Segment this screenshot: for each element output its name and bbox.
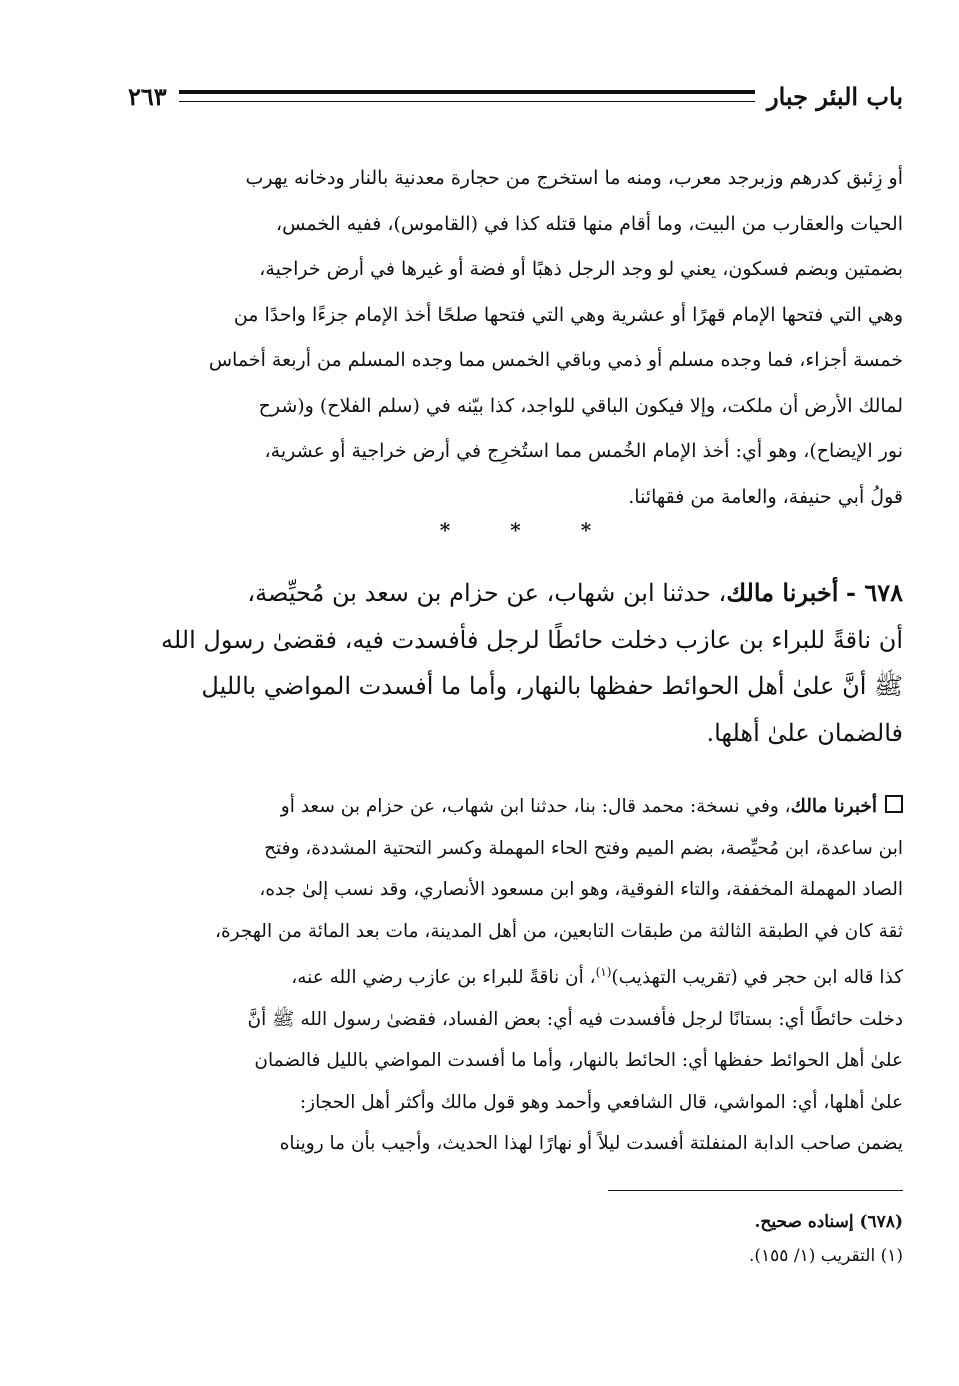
text-line [128, 952, 903, 999]
page-header [128, 74, 903, 118]
text-line [128, 786, 903, 828]
text-line: يضمن صاحب الدابة المنفلتة أفسدت ليلاً أو نهارًا لهذا الحديث، وأجيب بأن ما رويناه [279, 1133, 903, 1155]
commentary-segment: كذا قاله ابن حجر في (تقريب التهذيب) [611, 967, 903, 989]
text-line [128, 570, 903, 617]
hadith-lead: أخبرنا مالك [726, 578, 839, 607]
hadith-line-rest: ، حدثنا ابن شهاب، عن حزام بن سعد بن مُحيِّصة، [247, 579, 727, 607]
text-line: قولُ أبي حنيفة، والعامة من فقهائنا. [628, 485, 903, 508]
hadith-text [128, 570, 903, 756]
chapter-title: باب البئر جبار [767, 81, 903, 111]
text-line: الحيات والعقارب من البيت، وما أقام منها قتله كذا في (القاموس)، ففيه الخمس، [276, 212, 903, 235]
text-line: علىٰ أهلها، أي: المواشي، قال الشافعي وأحمد وهو قول مالك وأكثر أهل الحجاز: [299, 1091, 903, 1113]
hadith-number: ٦٧٨ - [846, 578, 903, 607]
text-line: أو زِئبق كدرهم وزبرجد معرب، ومنه ما استخرج من حجارة معدنية بالنار ودخانه يهرب [245, 167, 903, 189]
section-separator [128, 518, 903, 542]
intro-paragraph [128, 156, 903, 520]
footnotes [500, 1205, 903, 1273]
header-rule [179, 90, 755, 102]
commentary-lead: أخبرنا مالك [790, 796, 877, 817]
commentary-text [128, 786, 903, 1165]
text-line: دخلت حائطًا أي: بستانًا لرجل فأفسدت فيه أي: بعض الفساد، فقضىٰ رسول الله ﷺ أنَّ [247, 1008, 903, 1030]
text-line: بضمتين وبضم فسكون، يعني لو وجد الرجل ذهبًا أو فضة أو غيرها في أرض خراجية، [259, 258, 903, 280]
text-line: خمسة أجزاء، فما وجده مسلم أو ذمي وباقي الخمس مما وجده المسلم من أربعة أخماس [208, 349, 903, 371]
page-number: ٢٦٣ [128, 81, 167, 111]
footnote-reference: (١) [595, 965, 612, 979]
text-line: الصاد المهملة المخففة، والتاء الفوقية، وهو ابن مسعود الأنصاري، وقد نسب إلىٰ جده، [259, 879, 903, 900]
text-line: نور الإيضاح)، وهو أي: أخذ الإمام الخُمس مما استُخرِج في أرض خراجية أو عشرية، [264, 440, 903, 462]
commentary-segment: ، أن ناقةً للبراء بن عازب رضي الله عنه، [291, 967, 596, 989]
separator-star: * [439, 518, 451, 542]
text-line: ثقة كان في الطبقة الثالثة من طبقات التابعين، من أهل المدينة، مات بعد المائة من الهجرة، [214, 920, 903, 942]
text-line: ابن ساعدة، ابن مُحيِّصة، بضم الميم وفتح الحاء المهملة وكسر التحتية المشددة، وفتح [264, 837, 903, 859]
text-line: ﷺ أنَّ علىٰ أهل الحوائط حفظها بالنهار، وأما ما أفسدت المواضي بالليل [201, 672, 903, 700]
text-line: علىٰ أهل الحوائط حفظها أي: الحائط بالنهار، وأما ما أفسدت المواضي بالليل فالضمان [254, 1050, 903, 1072]
text-line: وهي التي فتحها الإمام قهرًا أو عشرية وهي التي فتحها صلحًا أخذ الإمام جزءًا واحدًا من [233, 303, 903, 326]
commentary-square-icon [885, 795, 903, 813]
footnote-item: (٦٧٨) إسناده صحيح. [754, 1212, 903, 1232]
text-line: فالضمان علىٰ أهلها. [706, 718, 903, 747]
text-line: لمالك الأرض أن ملكت، وإلا فيكون الباقي للواجد، كذا بيّنه في (سلم الفلاح) و(شرح [258, 394, 903, 417]
text-line: أن ناقةً للبراء بن عازب دخلت حائطًا لرجل فأفسدت فيه، فقضىٰ رسول الله [160, 625, 903, 654]
separator-star: * [510, 518, 521, 542]
separator-star: * [580, 518, 592, 542]
footnote-divider [608, 1190, 903, 1191]
footnote-item: (١) التقريب (١/ ١٥٥). [748, 1246, 903, 1266]
commentary-line-rest: ، وفي نسخة: محمد قال: بنا، حدثنا ابن شهاب، عن حزام بن سعد أو [280, 796, 791, 817]
